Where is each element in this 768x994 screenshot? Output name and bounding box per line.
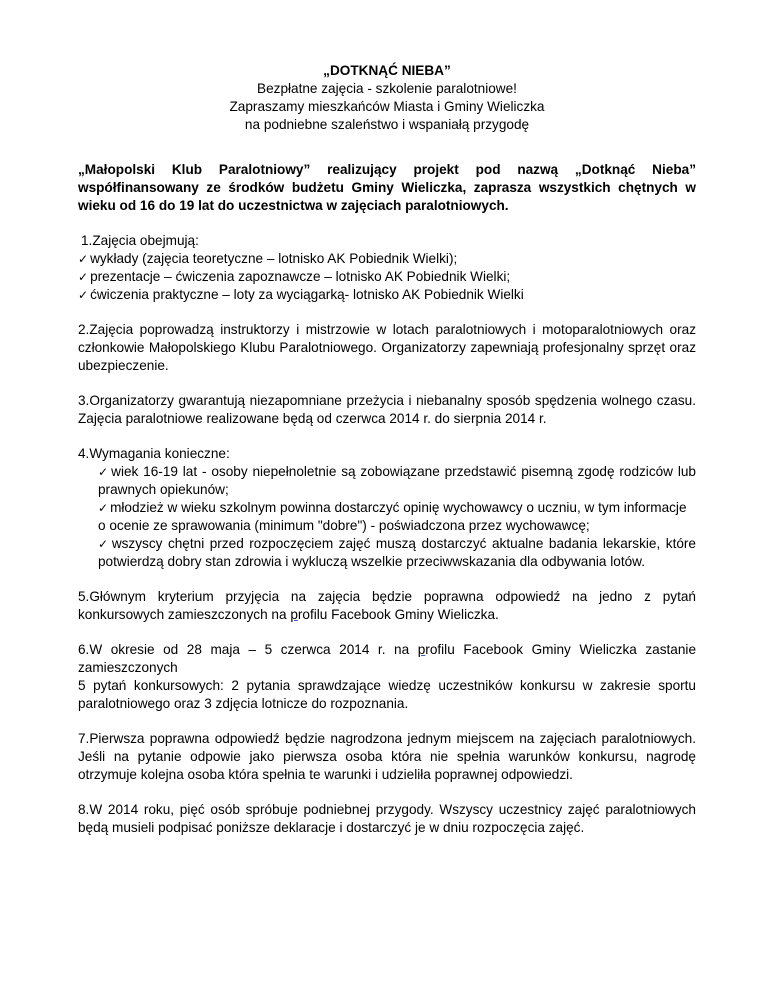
section-4-item: ✓ wiek 16-19 lat - osoby niepełnoletnie są zobowiązane przedstawić pisemną zgodę rodziców lub prawnych opiekunów; [98,464,696,497]
section-1-item: ✓ wykłady (zajęcia teoretyczne – lotnisko AK Pobiednik Wielki); [78,251,458,266]
intro-paragraph: „Małopolski Klub Paralotniowy” realizujący projekt pod nazwą „Dotknąć Nieba” współfinansowany ze środków budżetu Gminy Wieliczka, zaprasza wszystkich chętnych w wieku od 16 do 19 lat do uczestnictwa w zajęciach paralotniowych. [78,162,696,213]
section-6-line-2: 5 pytań konkursowych: 2 pytania sprawdzające wiedzę uczestników konkursu w zakresie sportu paralotniowego oraz 3 zdjęcia lotnicze do rozpoznania. [78,678,696,711]
section-4-item-continued: o ocenie ze sprawowania (minimum "dobre") - poświadczona przez wychowawcę; [98,518,590,533]
section-3: 3.Organizatorzy gwarantują niezapomniane przeżycia i niebanalny sposób spędzenia wolnego czasu. Zajęcia paralotniowe realizowane będą od czerwca 2014 r. do sierpnia 2014 r. [78,393,696,426]
checkmark-icon: ✓ [98,501,109,515]
header-line-3: na podniebne szaleństwo i wspaniałą przygodę [244,117,530,132]
section-4-item: ✓ młodzież w wieku szkolnym powinna dostarczyć opinię wychowawcy o uczniu, w tym informacje [98,500,687,515]
section-6 [78,641,696,713]
section-2: 2.Zajęcia poprowadzą instruktorzy i mistrzowie w lotach paralotniowych i motoparalotniowych oraz członkowie Małopolskiego Klubu Paralotniowego. Organizatorzy zapewniają profesjonalny sprzęt oraz ubezpieczenie. [78,322,696,373]
section-1-item: ✓ prezentacje – ćwiczenia zapoznawcze – lotnisko AK Pobiednik Wielki; [78,269,511,284]
section-4-item: ✓ wszyscy chętni przed rozpoczęciem zajęć muszą dostarczyć aktualne badania lekarskie, które potwierdzą dobry stan zdrowia i wykluczą wszelkie przeciwwskazania dla odbywania lotów. [98,536,696,569]
section-6-line-1: 6.W okresie od 28 maja – 5 czerwca 2014 r. na profilu Facebook Gminy Wieliczka zastanie zamieszczonych [78,642,696,675]
checkmark-icon: ✓ [98,537,110,551]
section-5: 5.Głównym kryterium przyjęcia na zajęcia będzie poprawna odpowiedź na jedno z pytań konkursowych zamieszczonych na profilu Facebook Gminy Wieliczka. [78,589,696,622]
checkmark-icon: ✓ [78,270,89,284]
profile-link-marker: p [290,607,298,622]
checkmark-icon: ✓ [78,252,89,266]
section-7: 7.Pierwsza poprawna odpowiedź będzie nagrodzona jednym miejscem na zajęciach paralotniowych. Jeśli na pytanie odpowie jako pierwsza osoba która nie spełnia warunków konkursu, nagrodę otrzymuje kolejna osoba która spełnia te warunki i udzieliła poprawnej odpowiedzi. [78,731,696,782]
section-4 [78,445,696,571]
header-line-1: Bezpłatne zajęcia - szkolenie paralotniowe! [257,81,517,96]
document-title: „DOTKNĄĆ NIEBA” [323,63,451,78]
section-1-heading: 1.Zajęcia obejmują: [81,233,199,248]
profile-link-marker: p [417,642,426,657]
header-line-2: Zapraszamy mieszkańców Miasta i Gminy Wieliczka [229,99,545,114]
section-1-item: ✓ ćwiczenia praktyczne – loty za wyciągarką- lotnisko AK Pobiednik Wielki [78,287,524,302]
section-4-heading: 4.Wymagania konieczne: [78,446,230,461]
document-page [78,62,696,837]
checkmark-icon: ✓ [78,288,89,302]
document-header [78,62,696,134]
section-8: 8.W 2014 roku, pięć osób spróbuje podniebnej przygody. Wszyscy uczestnicy zajęć paralotniowych będą musieli podpisać poniższe deklaracje i dostarczyć je w dniu rozpoczęcia zajęć. [78,802,696,835]
section-1 [78,232,696,304]
checkmark-icon: ✓ [98,465,110,479]
